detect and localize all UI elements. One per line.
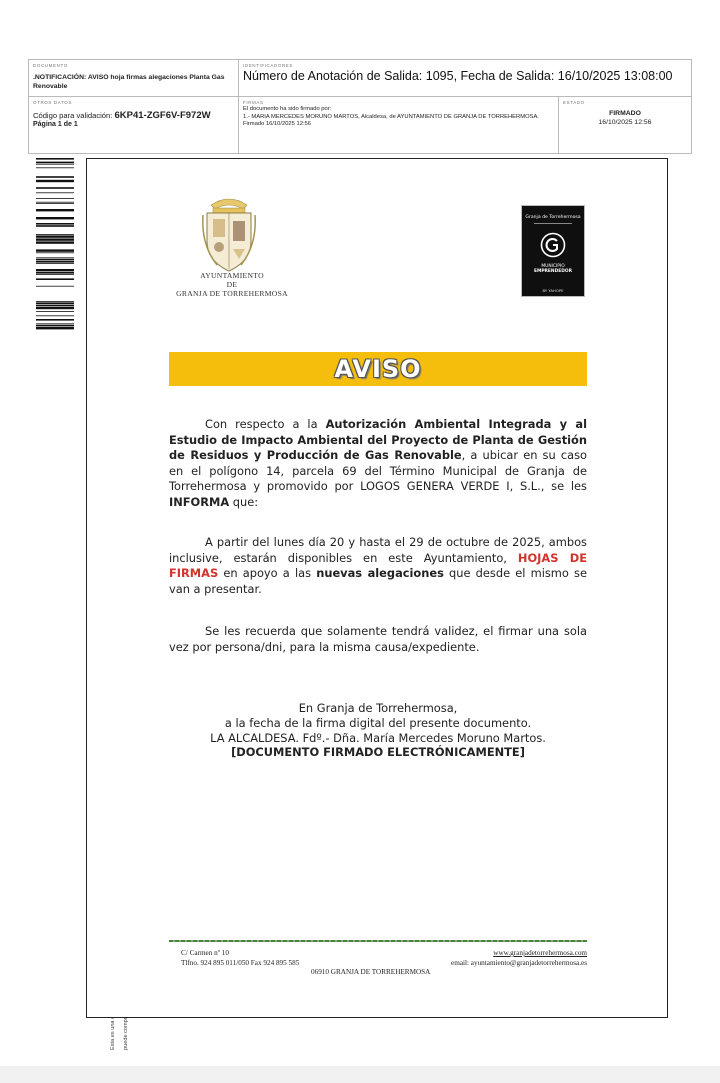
otros-caption: OTROS DATOS bbox=[33, 100, 72, 105]
org-line3: GRANJA DE TORREHERMOSA bbox=[176, 289, 288, 298]
p1-informa: INFORMA bbox=[169, 494, 230, 509]
viewer-bottom-bar bbox=[0, 1066, 720, 1083]
coat-of-arms-icon bbox=[199, 195, 259, 275]
estado-value: FIRMADO bbox=[609, 110, 641, 117]
badge-title: Granja de Torrehermosa bbox=[525, 215, 581, 220]
identificadores-caption: IDENTIFICADORES bbox=[243, 63, 294, 68]
document-page bbox=[86, 158, 668, 1018]
barcode-graphic bbox=[36, 158, 74, 330]
p1-text-bold: Autorización Ambiental Integrada y al Estudio de Impacto Ambiental del Proyecto de Planta de Gestión de Residuos y Producción de Gas Renovable bbox=[169, 417, 587, 463]
signature-block bbox=[169, 701, 587, 760]
p1-text-a: Con respecto a la bbox=[205, 417, 326, 431]
identificadores-cell bbox=[239, 60, 691, 97]
badge-line2: EMPRENDEDOR bbox=[533, 268, 573, 274]
firmas-caption: FIRMAS bbox=[243, 100, 264, 105]
footer-phone: Tlfno. 924 895 011/050 Fax 924 895 585 bbox=[181, 958, 300, 967]
document-header bbox=[28, 59, 692, 154]
p2-text-a: A partir del lunes día 20 y hasta el 29 de octubre de 2025, ambos inclusive, estarán disponibles en este Ayuntamiento, bbox=[169, 535, 587, 565]
p1-text-c: , a ubicar en su caso en el polígono 14, parcela 69 del Término Municipal de Granja de Torrehermosa y promovido por LOGOS GENERA VERDE I, S.L., se les bbox=[169, 448, 587, 494]
firmas-line2: 1.- MARIA MERCEDES MORUNO MARTOS, Alcaldesa, de AYUNTAMIENTO DE GRANJA DE TORREHERMOSA. bbox=[243, 113, 539, 120]
barcode-bars bbox=[36, 158, 74, 329]
identificadores-text: Número de Anotación de Salida: 1095, Fecha de Salida: 16/10/2025 13:08:00 bbox=[243, 69, 673, 83]
pagina-label: Página 1 de 1 bbox=[33, 121, 78, 128]
sig-line3: LA ALCALDESA. Fdº.- Dña. María Mercedes Moruno Martos. bbox=[210, 730, 546, 745]
p2-text-c: en apoyo a las bbox=[218, 566, 317, 581]
badge-footer: BY YAHOPE bbox=[542, 288, 564, 294]
firmas-line1: El documento ha sido firmado por: bbox=[243, 106, 332, 112]
footer-postal: 06910 GRANJA DE TORREHERMOSA bbox=[311, 968, 431, 976]
p2-hojas-de-firmas: HOJAS DE FIRMAS bbox=[169, 550, 587, 581]
codigo-label: Código para validación: bbox=[33, 111, 113, 120]
aviso-heading-band bbox=[169, 352, 587, 386]
footer-web: www.granjadetorrehermosa.com bbox=[493, 949, 587, 957]
documento-title: .NOTIFICACIÓN: AVISO hoja firmas alegaciones Planta Gas Renovable bbox=[33, 74, 225, 90]
aviso-heading: AVISO bbox=[334, 355, 422, 383]
letterhead-footer bbox=[181, 949, 587, 978]
p1-text-e: que: bbox=[229, 494, 259, 509]
footer-address: C/ Carmen nº 10 bbox=[181, 949, 229, 957]
paragraph-2 bbox=[169, 535, 587, 597]
paragraph-3 bbox=[169, 624, 587, 655]
estado-caption: ESTADO bbox=[563, 100, 585, 105]
firmas-line3: Firmado 16/10/2025 12:56 bbox=[243, 121, 312, 128]
sig-line2: a la fecha de la firma digital del presente documento. bbox=[224, 715, 532, 730]
sig-line1: En Granja de Torrehermosa, bbox=[298, 701, 458, 715]
p3-text: Se les recuerda que solamente tendrá validez, el firmar una sola vez por persona/dni, para la misma causa/expediente. bbox=[169, 624, 587, 654]
badge-line1: MUNICIPIO bbox=[541, 263, 565, 269]
firmas-cell bbox=[239, 97, 559, 153]
sig-line4: [DOCUMENTO FIRMADO ELECTRÓNICAMENTE] bbox=[231, 745, 525, 760]
estado-cell bbox=[559, 97, 691, 153]
footer-email: email: ayuntamiento@granjadetorrehermosa.es bbox=[451, 958, 587, 967]
p2-nuevas-alegaciones: nuevas alegaciones bbox=[316, 566, 444, 581]
org-line1: AYUNTAMIENTO bbox=[200, 271, 264, 280]
municipio-emprendedor-badge bbox=[521, 205, 585, 297]
org-line2: DE bbox=[226, 280, 238, 289]
paragraph-1 bbox=[169, 417, 587, 511]
p2-text-e: que desde el mismo se van a presentar. bbox=[169, 566, 587, 596]
estado-date: 16/10/2025 12:56 bbox=[598, 119, 652, 126]
documento-caption: DOCUMENTO bbox=[33, 63, 68, 68]
badge-logo-icon bbox=[540, 232, 566, 258]
codigo-value: 6KP41-ZGF6V-F972W bbox=[114, 110, 211, 121]
documento-cell bbox=[29, 60, 239, 97]
otros-cell bbox=[29, 97, 239, 153]
footer-divider bbox=[169, 940, 587, 942]
